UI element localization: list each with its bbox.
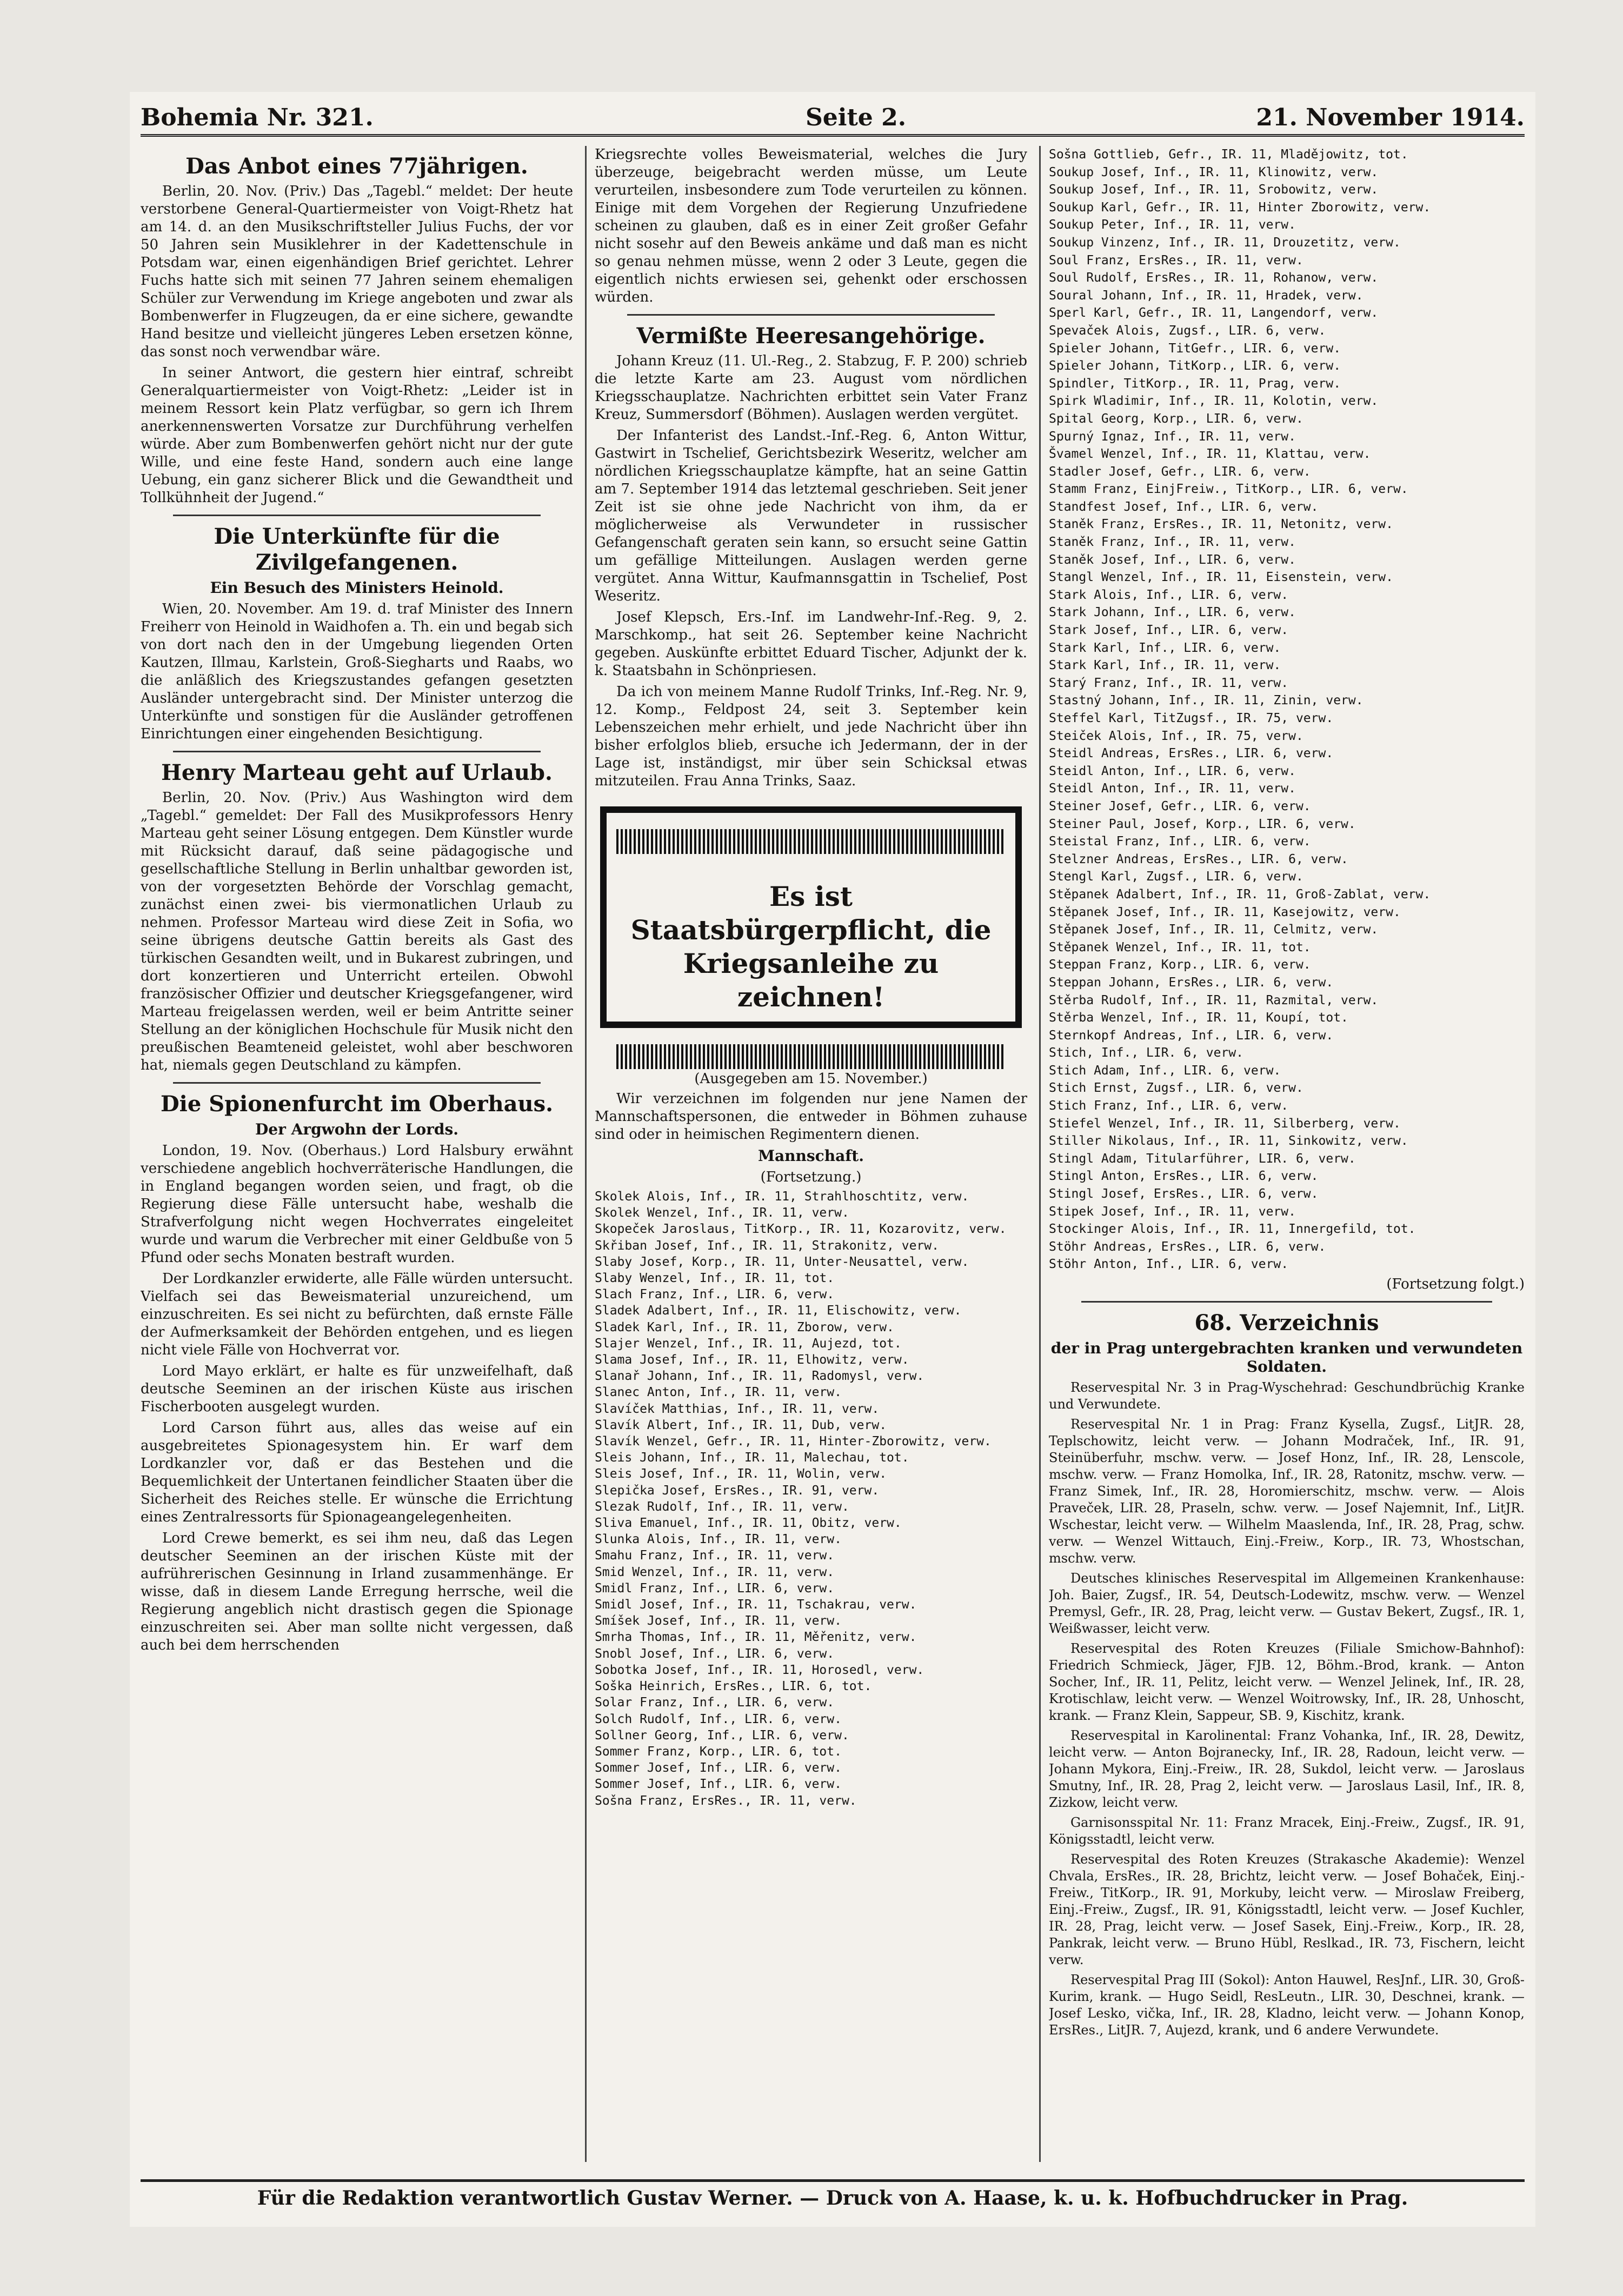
casualty-entry: Slach Franz, Inf., LIR. 6, verw. <box>595 1287 835 1302</box>
casualty-entry: Slavík Albert, Inf., IR. 11, Dub, verw. <box>595 1418 887 1432</box>
casualty-entry: Steidl Andreas, ErsRes., LIR. 6, verw. <box>1049 746 1334 761</box>
article-divider <box>173 751 541 752</box>
article-paragraph: Reservespital Nr. 3 in Prag-Wyschehrad: Geschundbrüchig Kranke und Verwundete. <box>1049 1380 1525 1412</box>
casualty-entry: Stěpanek Wenzel, Inf., IR. 11, tot. <box>1049 940 1311 955</box>
casualty-entry: Stöhr Andreas, ErsRes., LIR. 6, verw. <box>1049 1239 1326 1254</box>
casualty-entry: Smrha Thomas, Inf., IR. 11, Měřenitz, verw. <box>595 1630 917 1645</box>
casualty-entry: Sladek Adalbert, Inf., IR. 11, Elischowitz, verw. <box>595 1304 962 1318</box>
ad-text <box>616 880 1006 1014</box>
article-paragraph: Garnisonsspital Nr. 11: Franz Mracek, Einj.-Freiw., Zugsf., IR. 91, Königsstadtl, leicht verw. <box>1049 1815 1525 1847</box>
casualty-entry: Stipek Josef, Inf., IR. 11, verw. <box>1049 1204 1296 1219</box>
casualty-entry: Stěpanek Josef, Inf., IR. 11, Kasejowitz, verw. <box>1049 905 1401 919</box>
casualty-entry: Stark Alois, Inf., LIR. 6, verw. <box>1049 588 1289 602</box>
casualty-entry: Stamm Franz, EinjFreiw., TitKorp., LIR. 6, verw. <box>1049 482 1408 497</box>
casualty-entry: Sperl Karl, Gefr., IR. 11, Langendorf, verw. <box>1049 306 1379 321</box>
casualty-entry: Stěrba Rudolf, Inf., IR. 11, Razmital, verw. <box>1049 993 1379 1007</box>
article-paragraph: Reservespital des Roten Kreuzes (Filiale Smichow-Bahnhof): Friedrich Schmieck, Jäger, FJB. 12, Böhm.-Brod, krank. — Anton Socher, Inf., IR. 11, Pelitz, leicht verw. — Wenzel Jelinek, Inf., IR. 28, Krotischlaw, leicht verw. — Wenzel Woitrowsky, Inf., IR. 28, Unhoscht, krank. — Franz Klein, Sappeur, SB. 9, Kischitz, krank. <box>1049 1641 1525 1723</box>
article-paragraph: Der Infanterist des Landst.-Inf.-Reg. 6, Anton Wittur, Gastwirt in Tschelief, Gerichtsbezirk Weseritz, welcher am nördlichen Kriegsschauplatze kämpfte, hat an seine Gattin am 7. September 1914 das letztemal geschrieben. Seit jener Zeit ist sie ohne jede Nachricht von ihm, da er möglicherweise als Verwundeter in russischer Gefangenschaft geraten sein kann, so ersucht seine Gattin um gefällige Mitteilungen. Auslagen werden gerne vergütet. Anna Wittur, Kaufmannsgattin in Tschelief, Post Weseritz. <box>595 428 1027 604</box>
article-divider <box>627 314 995 316</box>
casualty-entry: Soukup Peter, Inf., IR. 11, verw. <box>1049 218 1296 232</box>
article-paragraph: Lord Crewe bemerkt, es sei ihm neu, daß das Legen deutscher Seeminen an der irischen Küste mit der aufrührerischen Gesinnung in Irland zusammenhänge. Er wisse, daß in diesem Lande Erregung herrsche, weil die Regierung angeblich nicht drastisch gegen die Spionage einzuschreiten sei. Aber man sollte nicht vergessen, daß auch bei dem herrschenden <box>141 1530 573 1653</box>
casualty-entry: Stingl Adam, Titularführer, LIR. 6, verw. <box>1049 1151 1356 1166</box>
casualty-entry: Stingl Anton, ErsRes., LIR. 6, verw. <box>1049 1169 1319 1184</box>
casualty-entry: Stastný Johann, Inf., IR. 11, Zinin, verw. <box>1049 693 1363 708</box>
casualty-entry: Spirk Wladimir, Inf., IR. 11, Kolotin, verw. <box>1049 394 1379 409</box>
casualty-entry: Smidl Josef, Inf., IR. 11, Tschakrau, verw. <box>595 1598 917 1612</box>
casualty-entry: Stadler Josef, Gefr., LIR. 6, verw. <box>1049 464 1311 479</box>
article-paragraph: Der Lordkanzler erwiderte, alle Fälle würden untersucht. Vielfach sei das Beweismaterial unzureichend, um einzuschreiten. Es sei nicht zu befürchten, daß ernste Fälle der Aufmerksamkeit der Behörden entgehen, und es liegen nicht viele Fälle von Hochverrat vor. <box>141 1271 573 1358</box>
masthead-issue: Bohemia Nr. 321. <box>141 104 374 131</box>
war-loan-advertisement <box>600 806 1022 1028</box>
casualty-entry: Sliva Emanuel, Inf., IR. 11, Obitz, verw. <box>595 1516 902 1531</box>
casualty-entry: Stingl Josef, ErsRes., LIR. 6, verw. <box>1049 1187 1319 1202</box>
casualty-entry: Steffel Karl, TitZugsf., IR. 75, verw. <box>1049 711 1334 725</box>
article-paragraph: Lord Mayo erklärt, er halte es für unzweifelhaft, daß deutsche Seeminen an der irischen Küste aus irischen Fischerbooten ausgelegt wurden. <box>141 1363 573 1415</box>
casualty-entry: Steppan Johann, ErsRes., LIR. 6, verw. <box>1049 975 1334 990</box>
casualty-entry: Stark Johann, Inf., LIR. 6, verw. <box>1049 605 1296 620</box>
column-rule <box>1039 146 1041 2162</box>
casualty-entry: Stark Karl, Inf., IR. 11, verw. <box>1049 658 1281 673</box>
newspaper-page <box>130 92 1535 2227</box>
casualty-entry: Soška Heinrich, ErsRes., LIR. 6, tot. <box>595 1679 872 1694</box>
casualty-entry: Stark Josef, Inf., LIR. 6, verw. <box>1049 623 1289 638</box>
casualty-entry: Spindler, TitKorp., IR. 11, Prag, verw. <box>1049 376 1341 391</box>
casualty-entry: Slaby Josef, Korp., IR. 11, Unter-Neusattel, verw. <box>595 1254 969 1269</box>
casualty-entry: Steistal Franz, Inf., LIR. 6, verw. <box>1049 835 1311 849</box>
casualty-entry: Steiček Alois, Inf., IR. 75, verw. <box>1049 729 1303 743</box>
casualty-entry: Steppan Franz, Korp., LIR. 6, verw. <box>1049 958 1311 972</box>
article-paragraph: Reservespital Nr. 1 in Prag: Franz Kysella, Zugsf., LitJR. 28, Teplschowitz, leicht verw. — Johann Modraček, Inf., IR. 91, Steinüberfuhr, mschw. verw. — Josef Honz, Inf., IR. 28, Lenscole, mschw. verw. — Franz Homolka, Inf., IR. 28, Ratonitz, mschw. verw. — Franz Simek, Inf., IR. 28, Horomierschitz, mschw. verw. — Alois Praveček, LIR. 28, Praseln, schw. verw. — Josef Najemnit, Inf., LitJR. Wschestar, leicht verw. — Wilhelm Maaslenda, Inf., IR. 28, Prag, schw. verw. — Wenzel Wittauch, Einj.-Freiw., Korp., IR. 73, Whostschan, mschw. verw. <box>1049 1417 1525 1566</box>
article-title: Vermißte Heeresangehörige. <box>636 323 986 349</box>
article-spionenfurcht <box>141 1091 573 1654</box>
casualty-entry: Skopeček Jaroslaus, TitKorp., IR. 11, Kozarovitz, verw. <box>595 1222 1007 1237</box>
article-title: Henry Marteau geht auf Urlaub. <box>161 760 553 785</box>
casualty-entry: Slaby Wenzel, Inf., IR. 11, tot. <box>595 1271 835 1286</box>
casualty-entry: Steiner Paul, Josef, Korp., LIR. 6, verw. <box>1049 817 1356 831</box>
casualty-entry: Spieler Johann, TitGefr., LIR. 6, verw. <box>1049 341 1341 356</box>
casualty-entry: Sleis Johann, Inf., IR. 11, Malechau, tot. <box>595 1451 909 1465</box>
casualty-entry: Sommer Josef, Inf., LIR. 6, verw. <box>595 1777 842 1792</box>
article-subtitle: Ein Besuch des Ministers Heinold. <box>210 579 504 597</box>
continuation-note: (Fortsetzung folgt.) <box>1386 1276 1525 1292</box>
casualty-entry: Smíšek Josef, Inf., IR. 11, verw. <box>595 1614 842 1628</box>
page-number: Seite 2. <box>806 104 907 131</box>
section-note: (Fortsetzung.) <box>760 1169 862 1185</box>
article-title: 68. Verzeichnis <box>1194 1310 1379 1336</box>
article-title: Die Unterkünfte für die Zivilgefangenen. <box>214 524 500 575</box>
casualty-entry: Stiller Nikolaus, Inf., IR. 11, Sinkowitz, verw. <box>1049 1134 1408 1149</box>
casualty-entry: Sommer Franz, Korp., LIR. 6, tot. <box>595 1744 842 1759</box>
section-heading: Mannschaft. <box>758 1147 864 1165</box>
casualty-entry: Stěrba Wenzel, Inf., IR. 11, Koupí, tot. <box>1049 1011 1348 1025</box>
casualty-entry: Spurný Ignaz, Inf., IR. 11, verw. <box>1049 429 1296 444</box>
article-paragraph: In seiner Antwort, die gestern hier eintraf, schreibt Generalquartiermeister von Voigt-Rhetz: „Leider ist in meinem Ressort kein Platz verfügbar, so gern ich Ihrem anerkennenswerten Vorsatze zur Durchführung verhelfen würde. Aber zum Bombenwerfen gehört nicht nur der gute Wille, und eine feste Hand, sondern auch eine lange Uebung, ein ganz sicherer Blick und die Gewandtheit und Tollkühnheit der Jugend.“ <box>141 365 573 506</box>
casualty-entry: Stöhr Anton, Inf., LIR. 6, verw. <box>1049 1257 1289 1272</box>
article-paragraph: Lord Carson führt aus, alles das weise auf ein ausgebreitetes Spionagesystem hin. Er warf dem Lordkanzler vor, daß er das Bestehen und die Bequemlichkeit der Untertanen feindlicher Staaten über die Sicherheit des Reiches stelle. Er wünsche die Errichtung eines Zentralressorts für Spionageangelegenheiten. <box>141 1420 573 1525</box>
casualty-entry: Skolek Wenzel, Inf., IR. 11, verw. <box>595 1206 849 1220</box>
casualty-entry: Stengl Karl, Zugsf., LIR. 6, verw. <box>1049 870 1303 884</box>
casualty-entry: Stěpanek Adalbert, Inf., IR. 11, Groß-Zablat, verw. <box>1049 887 1431 902</box>
casualty-entry: Steidl Anton, Inf., LIR. 6, verw. <box>1049 764 1296 778</box>
casualty-entry: Soul Franz, ErsRes., IR. 11, verw. <box>1049 253 1303 268</box>
article-title: Das Anbot eines 77jährigen. <box>185 153 528 179</box>
casualty-entry: Slezak Rudolf, Inf., IR. 11, verw. <box>595 1499 849 1514</box>
article-divider <box>173 1082 541 1084</box>
article-paragraph: Wien, 20. November. Am 19. d. traf Minister des Innern Freiherr von Heinold in Waidhofen a. Th. ein und begab sich von dort nach den in der Umgebung liegenden Orten Kautzen, Illmau, Karlstein, Groß-Siegharts und Raabs, wo die anläßlich des Kriegszustandes gefangen gesetzten Ausländer untergebracht sind. Der Minister unterzog die Unterkünfte und sonstigen für die Ausländer getroffenen Einrichtungen einer eingehenden Besichtigung. <box>141 601 573 742</box>
casualty-entry: Stich, Inf., LIR. 6, verw. <box>1049 1046 1244 1060</box>
article-subtitle: der in Prag untergebrachten kranken und verwundeten Soldaten. <box>1050 1339 1523 1376</box>
article-vermisste <box>595 323 1027 790</box>
casualty-entry: Slanec Anton, Inf., IR. 11, verw. <box>595 1385 842 1400</box>
column-rule <box>585 146 587 2162</box>
ad-line-1: Es ist Staatsbürgerpflicht, die <box>630 880 992 946</box>
casualty-entry: Sobotka Josef, Inf., IR. 11, Horosedl, verw. <box>595 1663 924 1677</box>
casualty-entry: Standfest Josef, Inf., LIR. 6, verw. <box>1049 499 1319 514</box>
casualty-entry: Stiefel Wenzel, Inf., IR. 11, Silberberg, verw. <box>1049 1116 1401 1131</box>
casualty-entry: Stelzner Andreas, ErsRes., LIR. 6, verw. <box>1049 852 1348 866</box>
column-1 <box>141 146 573 2162</box>
issue-date: 21. November 1914. <box>1256 104 1525 131</box>
casualty-entry: Starý Franz, Inf., IR. 11, verw. <box>1049 676 1289 690</box>
casualty-entry: Slavíček Matthias, Inf., IR. 11, verw. <box>595 1401 880 1416</box>
casualty-entry: Smid Wenzel, Inf., IR. 11, verw. <box>595 1565 835 1579</box>
article-paragraph: Reservespital in Karolinental: Franz Vohanka, Inf., IR. 28, Dewitz, leicht verw. — Anton Bojranecky, Inf., IR. 28, Radoun, leicht verw. — Johann Mykora, Einj.-Freiw., IR. 28, Sukdol, leicht verw. — Jaroslaus Smutny, Inf., IR. 28, Prag 2, leicht verw. — Jaroslaus Lasil, Inf., IR. 8, Zizkow, leicht verw. <box>1049 1728 1525 1810</box>
casualty-entry: Stark Karl, Inf., LIR. 6, verw. <box>1049 640 1281 655</box>
article-paragraph: Josef Klepsch, Ers.-Inf. im Landwehr-Inf.-Reg. 9, 2. Marschkomp., hat seit 26. September keine Nachricht gegeben. Auskünfte erbittet Eduard Tischer, Adjunkt der k. k. Staatsbahn in Schönpriesen. <box>595 609 1027 679</box>
ad-line-2: Kriegsanleihe zu zeichnen! <box>683 947 939 1013</box>
article-paragraph: Berlin, 20. Nov. (Priv.) Das „Tagebl.“ meldet: Der heute verstorbene General-Quartiermeister von Voigt-Rhetz hat am 14. d. an den Musikschriftsteller Julius Fuchs, der vor 50 Jahren sein Musiklehrer in der Kadettenschule in Potsdam war, einen eigenhändigen Brief gerichtet. Lehrer Fuchs hatte sich mit seinen 77 Jahren seinem ehemaligen Schüler zur Verwendung im Kriege angeboten und zwar als Bombenwerfer in Flugzeugen, da er eine sichere, gewandte Hand besitze und vielleicht jüngeres Leben ersetzen könne, das sonst noch verwendbar wäre. <box>141 183 573 360</box>
column-3 <box>1049 146 1525 2162</box>
casualty-entry: Smidl Franz, Inf., LIR. 6, verw. <box>595 1581 835 1596</box>
casualty-entry: Stich Adam, Inf., LIR. 6, verw. <box>1049 1063 1281 1078</box>
casualty-entry: Stěpanek Josef, Inf., IR. 11, Celmitz, verw. <box>1049 923 1379 937</box>
article-subtitle: Der Argwohn der Lords. <box>255 1120 458 1138</box>
article-paragraph: Reservespital Prag III (Sokol): Anton Hauwel, ResJnf., LIR. 30, Groß-Kurim, krank. — Hugo Seidl, ResLeutn., LIR. 30, Deschnei, krank. — Josef Lesko, vička, Inf., IR. 28, Kladno, leicht verw. — Johann Konop, ErsRes., LitJR. 7, Aujezd, krank, und 6 andere Verwundete. <box>1049 1972 1525 2038</box>
casualty-entry: Spital Georg, Korp., LIR. 6, verw. <box>1049 411 1303 426</box>
imprint-footer: Für die Redaktion verantwortlich Gustav Werner. — Druck von A. Haase, k. u. k. Hofbuchdrucker in Prag. <box>141 2179 1525 2214</box>
casualty-entry: Švamel Wenzel, Inf., IR. 11, Klattau, verw. <box>1049 447 1371 462</box>
article-paragraph: Da ich von meinem Manne Rudolf Trinks, Inf.-Reg. Nr. 9, 12. Komp., Feldpost 24, seit 3. September kein Lebenszeichen mehr erhielt, und jede Nachricht über ihn bisher erfolglos blieb, ersuche ich Jedermann, der in der Lage ist, inständigst, mir über sein Schicksal etwas mitzuteilen. Frau Anna Trinks, Saaz. <box>595 684 1027 789</box>
casualty-entry: Spieler Johann, TitKorp., LIR. 6, verw. <box>1049 359 1341 373</box>
casualty-entry: Sollner Georg, Inf., LIR. 6, verw. <box>595 1728 849 1743</box>
casualty-entry: Staněk Franz, Inf., IR. 11, verw. <box>1049 535 1296 550</box>
casualty-entry: Sommer Josef, Inf., LIR. 6, verw. <box>595 1761 842 1776</box>
casualty-entry: Stangl Wenzel, Inf., IR. 11, Eisenstein, verw. <box>1049 570 1393 585</box>
casualty-entry: Solch Rudolf, Inf., LIR. 6, verw. <box>595 1712 842 1726</box>
casualty-entry: Steiner Josef, Gefr., LIR. 6, verw. <box>1049 799 1311 813</box>
casualty-entry: Staněk Josef, Inf., LIR. 6, verw. <box>1049 552 1296 567</box>
casualty-entry: Slama Josef, Inf., IR. 11, Elhowitz, verw. <box>595 1353 909 1367</box>
casualty-entry: Soukup Josef, Inf., IR. 11, Srobowitz, verw. <box>1049 183 1379 197</box>
article-verlustliste <box>595 1041 1027 1809</box>
casualty-entry: Soukup Vinzenz, Inf., IR. 11, Drouzetitz, verw. <box>1049 235 1401 250</box>
casualty-entry: Soukup Karl, Gefr., IR. 11, Hinter Zborowitz, verw. <box>1049 200 1431 215</box>
casualty-entry: Slepička Josef, ErsRes., IR. 91, verw. <box>595 1483 880 1498</box>
casualty-entry: Soukup Josef, Inf., IR. 11, Klinowitz, verw. <box>1049 165 1379 179</box>
article-paragraph: Berlin, 20. Nov. (Priv.) Aus Washington wird dem „Tagebl.“ gemeldet: Der Fall des Musikprofessors Henry Marteau geht seiner Lösung entgegen. Dem Künstler wurde mit Rücksicht darauf, daß seine pädagogische und gesellschaftliche Stellung in Berlin unhaltbar geworden ist, von der vorgesetzten Behörde der Vorschlag gemacht, zunächst einen zwei- bis viermonatlichen Urlaub zu nehmen. Professor Marteau wird diese Zeit in Sofia, wo seine übrigens deutsche Gattin bereits als Gast des türkischen Gesandten weilt, und in Bukarest zubringen, und dort konzertieren und Unterricht erteilen. Obwohl französischer Offizier und deutscher Kriegsgefangener, wird Marteau freigelassen werden, weil er beim Antritte seiner Stellung an der königlichen Hochschule für Musik nicht den preußischen Beamteneid geleistet, wohl aber beschworen hat, niemals gegen Deutschland zu kämpfen. <box>141 790 573 1073</box>
article-verzeichnis <box>1049 1310 1525 2039</box>
article-paragraph: Wir verzeichnen im folgenden nur jene Namen der Mannschaftspersonen, die entweder in Böhmen zuhause sind oder in heimischen Regimentern dienen. <box>595 1091 1027 1143</box>
ad-hatch-bottom <box>616 1044 1006 1069</box>
casualty-entry: Smahu Franz, Inf., IR. 11, verw. <box>595 1549 835 1563</box>
casualty-entry: Skřiban Josef, Inf., IR. 11, Strakonitz, verw. <box>595 1238 939 1253</box>
casualty-list <box>595 1189 1027 1809</box>
article-continuation: Kriegsrechte volles Beweismaterial, welches die Jury überzeuge, beigebracht werden müsse, um Leute verurteilen, insbesondere zum Tode verurteilen zu können. Einige mit dem Vorgehen der Regierung Unzufriedene scheinen zu glauben, daß es in einer Zeit großer Gefahr nicht sosehr auf den Beweis ankäme und daß man es nicht so genau nehmen müsse, wenn 2 oder 3 Leute, gegen die eigentlich nichts erwiesen sei, gehenkt oder erschossen würden. <box>595 146 1027 305</box>
article-marteau <box>141 760 573 1074</box>
casualty-entry: Spevaček Alois, Zugsf., LIR. 6, verw. <box>1049 323 1326 338</box>
casualty-entry: Stich Ernst, Zugsf., LIR. 6, verw. <box>1049 1081 1303 1096</box>
casualty-entry: Stich Franz, Inf., LIR. 6, verw. <box>1049 1099 1289 1113</box>
casualty-entry: Sternkopf Andreas, Inf., LIR. 6, verw. <box>1049 1028 1334 1043</box>
casualty-entry: Staněk Franz, ErsRes., IR. 11, Netonitz, verw. <box>1049 517 1393 532</box>
casualty-entry: Sošna Gottlieb, Gefr., IR. 11, Mladějowitz, tot. <box>1049 148 1408 162</box>
article-paragraph: Reservespital des Roten Kreuzes (Strakasche Akademie): Wenzel Chvala, ErsRes., IR. 28, Brichtz, leicht verw. — Josef Bohaček, Einj.-Freiw., TitKorp., IR. 91, Morkuby, leicht verw. — Miroslaw Freiberg, Einj.-Freiw., Zugsf., IR. 91, Königsstadtl, leicht verw. — Josef Kuchler, IR. 28, Prag, leicht verw. — Josef Sasek, Einj.-Freiw., Korp., IR. 28, Pankrak, leicht verw. — Bruno Hübl, Reslkad., IR. 73, Fischern, leicht verw. <box>1049 1852 1525 1967</box>
article-title: Die Spionenfurcht im Oberhaus. <box>160 1091 554 1117</box>
column-2 <box>595 146 1027 2162</box>
casualty-entry: Sošna Franz, ErsRes., IR. 11, verw. <box>595 1793 857 1808</box>
casualty-entry: Sleis Josef, Inf., IR. 11, Wolin, verw. <box>595 1467 887 1481</box>
page-header <box>141 104 1525 137</box>
casualty-list-continued <box>1049 146 1525 1273</box>
article-divider <box>173 515 541 516</box>
casualty-entry: Soul Rudolf, ErsRes., IR. 11, Rohanow, verw. <box>1049 271 1379 285</box>
article-subtitle: (Ausgegeben am 15. November.) <box>694 1071 928 1087</box>
article-anbot <box>141 153 573 507</box>
article-paragraph: London, 19. Nov. (Oberhaus.) Lord Halsbury erwähnt verschiedene angeblich hochverräterische Handlungen, die in England begangen worden seien, und fragt, ob die Regierung diese Fälle untersucht habe, weshalb die Strafverfolgung nicht wegen Hochverrates eingeleitet wurde und warum die Verbrecher mit einer Geldbuße von 5 Pfund oder sechs Monaten bestraft wurden. <box>141 1143 573 1266</box>
casualty-entry: Skolek Alois, Inf., IR. 11, Strahlhoschtitz, verw. <box>595 1190 969 1204</box>
casualty-entry: Stockinger Alois, Inf., IR. 11, Innergefild, tot. <box>1049 1222 1416 1237</box>
article-divider <box>1081 1301 1492 1303</box>
casualty-entry: Slavík Wenzel, Gefr., IR. 11, Hinter-Zborowitz, verw. <box>595 1434 992 1449</box>
article-paragraph: Deutsches klinisches Reservespital im Allgemeinen Krankenhause: Joh. Baier, Zugsf., IR. 54, Deutsch-Lodewitz, mschw. verw. — Wenzel Premysl, Gefr., IR. 28, Prag, leicht verw. — Gustav Bekert, Zugsf., IR. 1, Weißwasser, leicht verw. <box>1049 1571 1525 1636</box>
ad-hatch-top <box>616 829 1006 854</box>
article-unterkuenfte <box>141 524 573 743</box>
casualty-entry: Slunka Alois, Inf., IR. 11, verw. <box>595 1532 842 1547</box>
article-paragraph: Johann Kreuz (11. Ul.-Reg., 2. Stabzug, F. P. 200) schrieb die letzte Karte am 23. August vom nördlichen Kriegsschauplatze. Nachrichten erbittet sein Vater Franz Kreuz, Summersdorf (Böhmen). Auslagen werden vergütet. <box>595 353 1027 423</box>
casualty-entry: Snobl Josef, Inf., LIR. 6, verw. <box>595 1646 835 1661</box>
casualty-entry: Slanař Johann, Inf., IR. 11, Radomysl, verw. <box>595 1369 924 1384</box>
casualty-entry: Soural Johann, Inf., IR. 11, Hradek, verw. <box>1049 288 1363 303</box>
casualty-entry: Slajer Wenzel, Inf., IR. 11, Aujezd, tot. <box>595 1336 902 1351</box>
casualty-entry: Solar Franz, Inf., LIR. 6, verw. <box>595 1696 835 1710</box>
casualty-entry: Sladek Karl, Inf., IR. 11, Zborow, verw. <box>595 1320 894 1334</box>
casualty-entry: Steidl Anton, Inf., IR. 11, verw. <box>1049 782 1296 796</box>
